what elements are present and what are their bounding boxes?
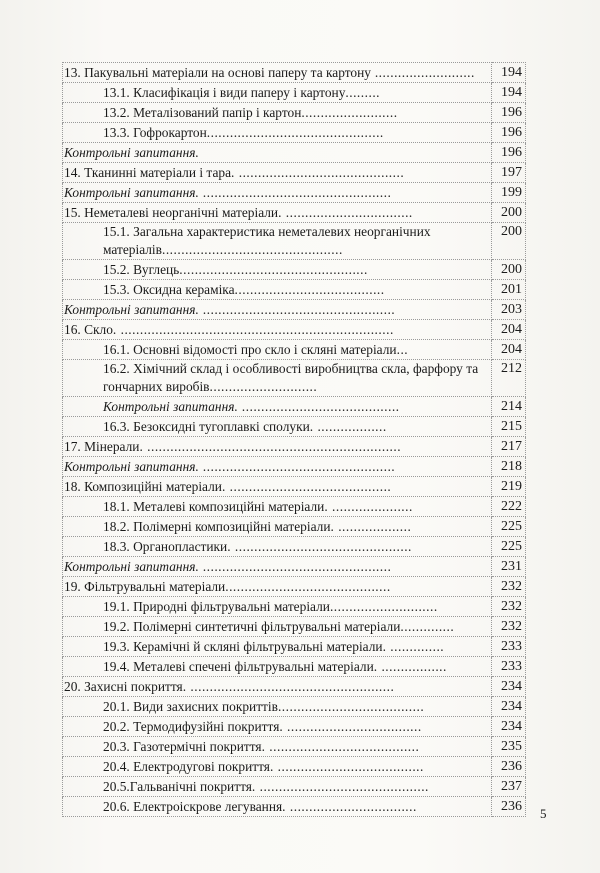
toc-entry xyxy=(63,360,526,397)
toc-entry-page: 204 xyxy=(492,340,526,360)
toc-entry-page: 214 xyxy=(492,397,526,417)
toc-entry-leader-dots: . .................................................. xyxy=(195,459,396,474)
toc-entry-title-cell xyxy=(63,320,492,340)
toc-entry-page: 225 xyxy=(492,517,526,537)
toc-entry xyxy=(63,537,526,557)
toc-entry xyxy=(63,737,526,757)
toc-entry-title: 15.2. Вуглець xyxy=(103,262,180,277)
toc-entry-page: 200 xyxy=(492,260,526,280)
toc-entry-leader-dots: . ........................................... xyxy=(231,165,405,180)
toc-entry-title-cell xyxy=(63,397,492,417)
toc-entry xyxy=(63,777,526,797)
toc-entry-title-cell xyxy=(63,677,492,697)
toc-entry-leader-dots: . ....................................................................... xyxy=(112,322,394,337)
toc-entry-leader-dots: . .................. xyxy=(309,419,387,434)
toc-entry-page: 203 xyxy=(492,300,526,320)
toc-entry-title: 13.1. Класифікація і види паперу і картону xyxy=(103,85,346,100)
toc-entry-title-cell xyxy=(63,203,492,223)
toc-entry-title: 20. Захисні покриття xyxy=(64,679,183,694)
toc-entry-leader-dots: . .................................................. xyxy=(195,302,396,317)
toc-entry-leader-dots: . .............................................. xyxy=(227,539,412,554)
toc-entry-page: 222 xyxy=(492,497,526,517)
toc-entry-title-cell xyxy=(63,637,492,657)
toc-entry-title-cell xyxy=(63,797,492,817)
toc-entry-page: 215 xyxy=(492,417,526,437)
toc-entry-page: 204 xyxy=(492,320,526,340)
toc-entry xyxy=(63,63,526,83)
toc-entry-title: 18.1. Металеві композиційні матеріали xyxy=(103,499,325,514)
toc-entry-title: 19.1. Природні фільтрувальні матеріали xyxy=(103,599,330,614)
toc-entry-title-cell xyxy=(63,183,492,203)
toc-entry-title: 15.3. Оксидна кераміка xyxy=(103,282,235,297)
toc-entry-title: Контрольні запитання xyxy=(64,185,196,200)
toc-entry-title: 20.6. Електроіскрове легування xyxy=(103,799,283,814)
toc-entry-leader-dots: . ................................... xyxy=(279,719,422,734)
toc-entry-page: 212 xyxy=(492,360,526,397)
toc-entry-title-cell xyxy=(63,777,492,797)
toc-entry-title-cell xyxy=(63,103,492,123)
toc-entry-title-cell xyxy=(63,123,492,143)
toc-entry-title-cell xyxy=(63,577,492,597)
toc-entry-page: 194 xyxy=(492,83,526,103)
toc-entry-title-cell xyxy=(63,280,492,300)
toc-entry-page: 237 xyxy=(492,777,526,797)
toc-entry-title: 19.2. Полімерні синтетичні фільтрувальні матеріали xyxy=(103,619,401,634)
toc-entry-page: 236 xyxy=(492,797,526,817)
toc-entry-page: 234 xyxy=(492,677,526,697)
toc-entry-page: 236 xyxy=(492,757,526,777)
toc-entry-title: 20.5.Гальванічні покриття xyxy=(103,779,252,794)
toc-entry-page: 194 xyxy=(492,63,526,83)
toc-entry-title-cell xyxy=(63,597,492,617)
toc-entry xyxy=(63,143,526,163)
toc-entry xyxy=(63,457,526,477)
toc-entry xyxy=(63,557,526,577)
toc-entry-leader-dots: ........................................... xyxy=(225,579,391,594)
toc-entry-title-cell xyxy=(63,63,492,83)
toc-entry-title-cell xyxy=(63,300,492,320)
toc-entry-leader-dots: . ......................................... xyxy=(234,399,400,414)
toc-entry-page: 233 xyxy=(492,637,526,657)
toc-entry-page: 231 xyxy=(492,557,526,577)
toc-entry-page: 200 xyxy=(492,203,526,223)
toc-entry xyxy=(63,597,526,617)
toc-entry-title-cell xyxy=(63,260,492,280)
toc-entry xyxy=(63,757,526,777)
toc-entry xyxy=(63,577,526,597)
toc-entry xyxy=(63,697,526,717)
toc-entry-title: 19.3. Керамічні й скляні фільтрувальні матеріали xyxy=(103,639,383,654)
toc-entry-title: 20.2. Термодифузійні покриття xyxy=(103,719,280,734)
toc-entry-leader-dots: .............. xyxy=(400,619,455,634)
toc-entry-leader-dots: . ................................................. xyxy=(195,559,392,574)
toc-entry xyxy=(63,797,526,817)
toc-entry-title-cell xyxy=(63,163,492,183)
toc-entry-title: Контрольні запитання xyxy=(64,459,196,474)
toc-entry-leader-dots: . ................................. xyxy=(282,799,417,814)
toc-entry-title-cell xyxy=(63,437,492,457)
toc-entry-page: 197 xyxy=(492,163,526,183)
toc-entry-title: 13.3. Гофрокартон xyxy=(103,125,207,140)
toc-entry-page: 219 xyxy=(492,477,526,497)
toc-entry-leader-dots: ... xyxy=(396,342,409,357)
toc-entry-title: 18.2. Полімерні композиційні матеріали xyxy=(103,519,331,534)
toc-entry-leader-dots: . .............. xyxy=(382,639,445,654)
toc-entry-title: 13. Пакувальні матеріали на основі паперу та картону xyxy=(64,65,371,80)
toc-entry-leader-dots: . xyxy=(195,145,200,160)
toc-entry-leader-dots: . ....................................... xyxy=(261,739,420,754)
toc-entry-title-cell xyxy=(63,617,492,637)
toc-entry-page: 232 xyxy=(492,597,526,617)
toc-entry xyxy=(63,123,526,143)
toc-entry-leader-dots: .......................... xyxy=(370,65,475,80)
toc-entry xyxy=(63,203,526,223)
toc-entry-leader-dots: ............................ xyxy=(329,599,438,614)
toc-entry-page: 201 xyxy=(492,280,526,300)
toc-entry-title: 18.3. Органопластики xyxy=(103,539,228,554)
toc-entry-page: 234 xyxy=(492,697,526,717)
toc-entry-leader-dots: . .......................................... xyxy=(221,479,392,494)
toc-entry-title-cell xyxy=(63,497,492,517)
toc-entry-title: Контрольні запитання xyxy=(103,399,235,414)
toc-entry xyxy=(63,83,526,103)
toc-body xyxy=(63,63,526,817)
toc-entry-page: 225 xyxy=(492,537,526,557)
toc-entry xyxy=(63,320,526,340)
toc-entry xyxy=(63,617,526,637)
toc-entry-page: 232 xyxy=(492,617,526,637)
toc-entry-leader-dots: . ..................... xyxy=(324,499,413,514)
toc-entry-leader-dots: . ............................................ xyxy=(251,779,429,794)
toc-entry-title: 20.1. Види захисних покриттів xyxy=(103,699,278,714)
toc-entry-title-cell xyxy=(63,223,492,260)
toc-entry-title-cell xyxy=(63,143,492,163)
toc-entry xyxy=(63,397,526,417)
toc-entry xyxy=(63,103,526,123)
toc-entry xyxy=(63,517,526,537)
toc-entry-leader-dots: ...................................... xyxy=(277,699,425,714)
toc-entry xyxy=(63,657,526,677)
toc-entry-page: 199 xyxy=(492,183,526,203)
toc-entry-title: 20.3. Газотермічні покриття xyxy=(103,739,262,754)
toc-entry-title: 15.1. Загальна характеристика неметалевих неорганічних матеріалів xyxy=(103,224,431,257)
toc-entry-title: 15. Неметалеві неорганічні матеріали xyxy=(64,205,279,220)
toc-entry-leader-dots: ............................ xyxy=(209,379,318,394)
toc-entry-leader-dots: ......................... xyxy=(301,105,398,120)
toc-entry xyxy=(63,477,526,497)
toc-entry-leader-dots: ................................................. xyxy=(179,262,368,277)
toc-entry-title-cell xyxy=(63,457,492,477)
toc-entry-leader-dots: . ................. xyxy=(373,659,447,674)
toc-entry-title-cell xyxy=(63,360,492,397)
toc-entry-title-cell xyxy=(63,697,492,717)
toc-entry-title-cell xyxy=(63,517,492,537)
toc-entry-title-cell xyxy=(63,417,492,437)
toc-entry xyxy=(63,280,526,300)
toc-entry-title-cell xyxy=(63,340,492,360)
toc-entry xyxy=(63,717,526,737)
toc-entry-leader-dots: . ................... xyxy=(330,519,412,534)
toc-entry xyxy=(63,340,526,360)
toc-entry-page: 233 xyxy=(492,657,526,677)
toc-entry-title: 14. Тканинні матеріали і тара xyxy=(64,165,232,180)
toc-entry-leader-dots: ......... xyxy=(345,85,381,100)
toc-entry xyxy=(63,300,526,320)
toc-entry-title: Контрольні запитання xyxy=(64,559,196,574)
toc-entry-title-cell xyxy=(63,83,492,103)
toc-entry-leader-dots: ............................................... xyxy=(161,242,343,257)
toc-entry-title: 17. Мінерали xyxy=(64,439,140,454)
toc-entry-title-cell xyxy=(63,477,492,497)
toc-entry-page: 235 xyxy=(492,737,526,757)
toc-entry-title: 16. Скло xyxy=(64,322,113,337)
toc-entry-leader-dots: . ................................. xyxy=(278,205,413,220)
toc-entry-page: 196 xyxy=(492,103,526,123)
toc-entry-title-cell xyxy=(63,737,492,757)
toc-entry-title: 19.4. Металеві спечені фільтрувальні матеріали xyxy=(103,659,374,674)
toc-entry-title: Контрольні запитання xyxy=(64,145,196,160)
toc-entry-title: 20.4. Електродугові покриття xyxy=(103,759,270,774)
toc-entry-title-cell xyxy=(63,537,492,557)
toc-entry-page: 232 xyxy=(492,577,526,597)
toc-entry-title-cell xyxy=(63,717,492,737)
toc-entry xyxy=(63,497,526,517)
toc-entry-title-cell xyxy=(63,757,492,777)
toc-entry-page: 217 xyxy=(492,437,526,457)
toc-entry-page: 196 xyxy=(492,143,526,163)
toc-entry-page: 218 xyxy=(492,457,526,477)
toc-entry xyxy=(63,223,526,260)
toc-entry-title: 16.3. Безоксидні тугоплавкі сполуки xyxy=(103,419,310,434)
toc-entry xyxy=(63,417,526,437)
toc-entry-leader-dots: ....................................... xyxy=(234,282,385,297)
toc-entry-leader-dots: . ..................................................... xyxy=(182,679,395,694)
table-of-contents xyxy=(62,62,526,817)
toc-entry xyxy=(63,183,526,203)
toc-entry xyxy=(63,163,526,183)
toc-entry-leader-dots: . ................................................. xyxy=(195,185,392,200)
toc-entry-leader-dots: . ...................................... xyxy=(269,759,424,774)
toc-entry-title: 19. Фільтрувальні матеріали xyxy=(64,579,226,594)
toc-entry-title: 16.1. Основні відомості про скло і скляні матеріали xyxy=(103,342,397,357)
toc-entry xyxy=(63,677,526,697)
toc-entry-title: 18. Композиційні матеріали xyxy=(64,479,222,494)
toc-entry-title-cell xyxy=(63,557,492,577)
toc-entry xyxy=(63,437,526,457)
page-number: 5 xyxy=(540,806,547,821)
toc-entry xyxy=(63,260,526,280)
toc-entry-title: 13.2. Металізований папір і картон xyxy=(103,105,302,120)
toc-entry xyxy=(63,637,526,657)
toc-entry-title-cell xyxy=(63,657,492,677)
toc-entry-page: 196 xyxy=(492,123,526,143)
toc-entry-page: 234 xyxy=(492,717,526,737)
toc-entry-title: 16.2. Хімічний склад і особливості виробництва скла, фарфору та гончарних виробів xyxy=(103,361,479,394)
toc-entry-leader-dots: . .................................................................. xyxy=(139,439,402,454)
toc-entry-title: Контрольні запитання xyxy=(64,302,196,317)
toc-entry-leader-dots: .............................................. xyxy=(206,125,384,140)
toc-entry-page: 200 xyxy=(492,223,526,260)
